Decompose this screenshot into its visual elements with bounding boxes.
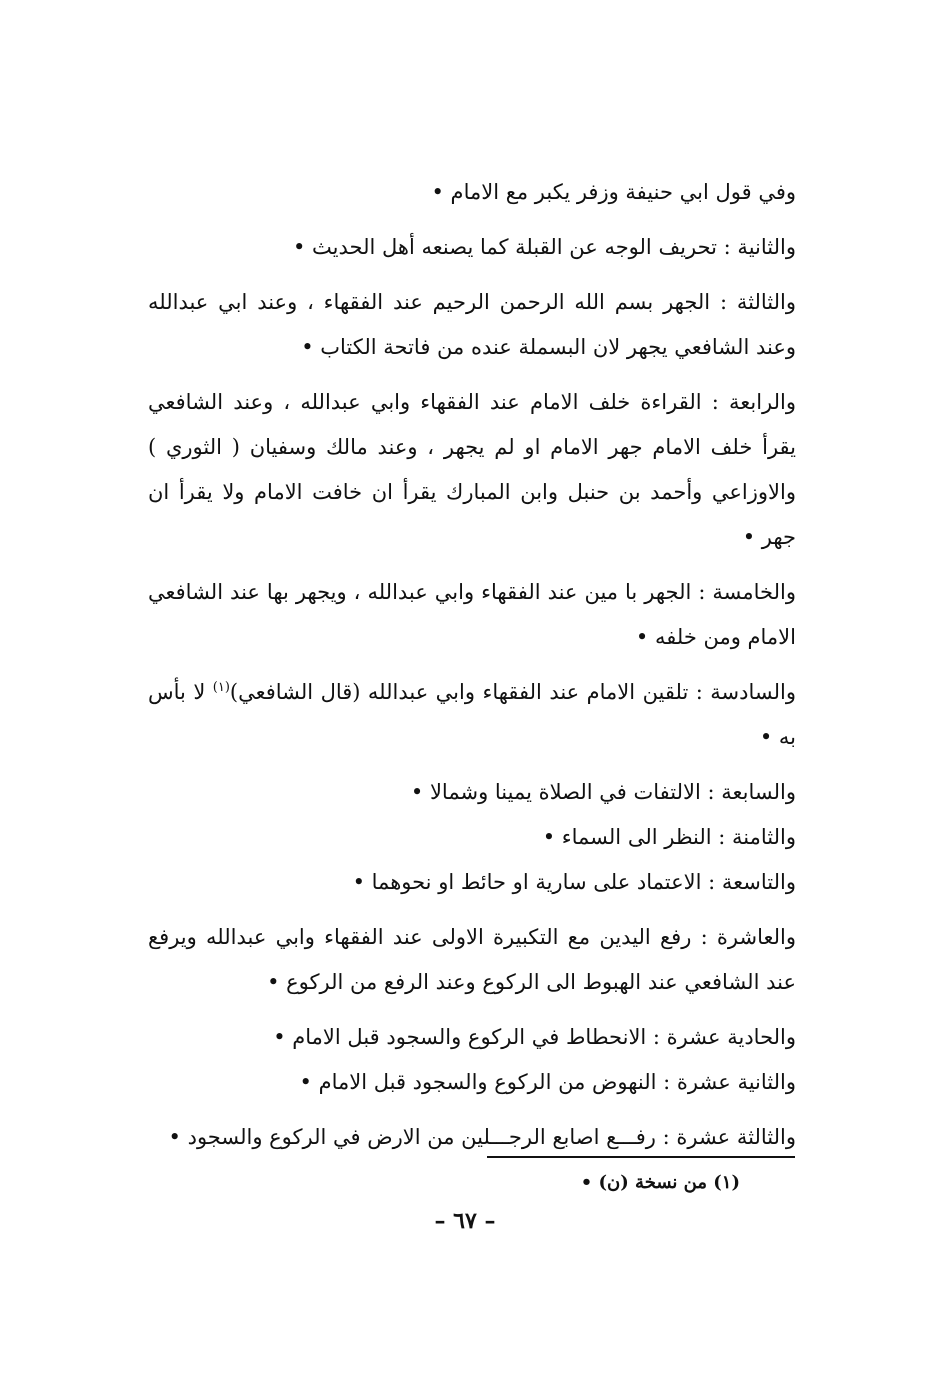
paragraph-1: وفي قول ابي حنيفة وزفر يكبر مع الامام • — [431, 180, 796, 204]
line-8: والثامنة : النظر الى السماء • — [542, 825, 796, 849]
paragraph-6-tail: لا بأس به • — [148, 680, 796, 749]
line-11: والحادية عشرة : الانحطاط في الركوع والسجود قبل الامام • — [273, 1025, 796, 1049]
paragraph-6-text: والسادسة : تلقين الامام عند الفقهاء وابي عبدالله (قال الشافعي) — [229, 680, 796, 704]
paragraph-4: والرابعة : القراءة خلف الامام عند الفقهاء وابي عبدالله ، وعند الشافعي يقرأ خلف الامام جهر الامام او لم يجهر ، وعند مالك وسفيان ( الثوري ) والاوزاعي وأحمد بن حنبل وابن المبارك يقرأ ان خافت الامام ولا يقرأ ان جهر • — [148, 390, 796, 549]
page-number: – ٦٧ – — [434, 1208, 496, 1234]
main-text — [148, 170, 796, 1170]
paragraph-10: والعاشرة : رفع اليدين مع التكبيرة الاولى عند الفقهاء وابي عبدالله ويرفع عند الشافعي عند الهبوط الى الركوع وعند الرفع من الركوع • — [148, 925, 796, 994]
paragraph-2: والثانية : تحريف الوجه عن القبلة كما يصنعه أهل الحديث • — [293, 235, 796, 259]
paragraph-3: والثالثة : الجهر بسم الله الرحمن الرحيم عند الفقهاء ، وعند ابي عبدالله وعند الشافعي يجهر لان البسملة عنده من فاتحة الكتاب • — [148, 290, 796, 359]
paragraph-6 — [148, 670, 796, 760]
paragraph-13: والثالثة عشرة : رفـــع اصابع الرجـــلين من الارض في الركوع والسجود • — [168, 1125, 796, 1149]
footnote-divider — [487, 1156, 795, 1158]
footnote: (١) من نسخة (ن) • — [580, 1172, 740, 1193]
line-7: والسابعة : الالتفات في الصلاة يمينا وشمالا • — [410, 780, 796, 804]
line-9: والتاسعة : الاعتماد على سارية او حائط او نحوهما • — [352, 870, 796, 894]
paragraph-5: والخامسة : الجهر با مين عند الفقهاء وابي عبدالله ، ويجهر بها عند الشافعي الامام ومن خلفه • — [148, 580, 796, 649]
line-12: والثانية عشرة : النهوض من الركوع والسجود قبل الامام • — [299, 1070, 796, 1094]
footnote-marker: (١) — [212, 680, 230, 695]
